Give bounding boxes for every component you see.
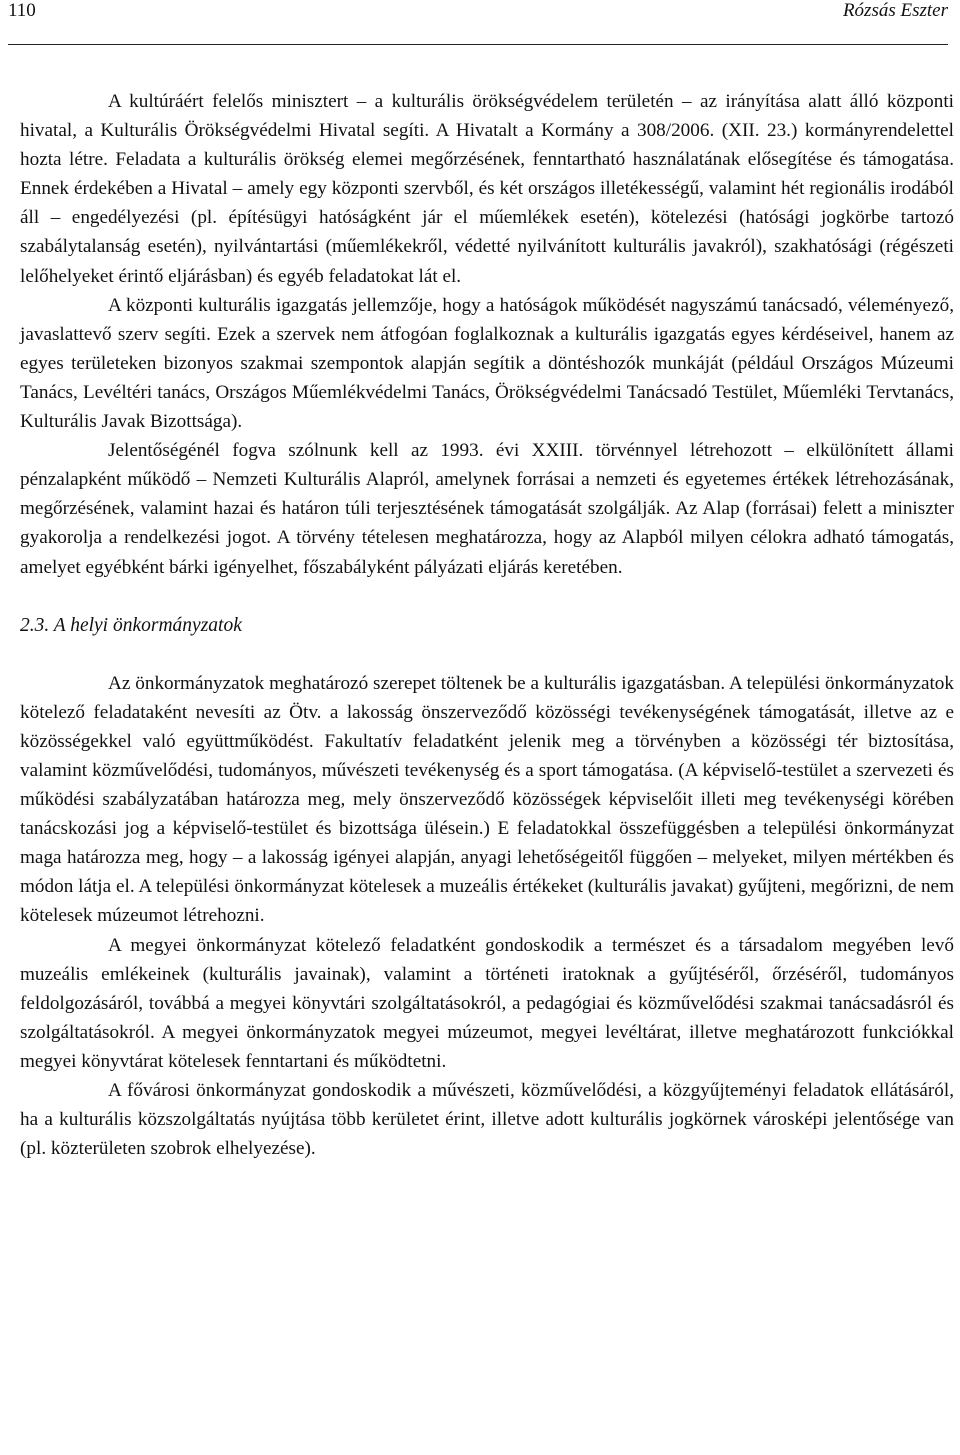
body-text — [20, 87, 954, 1163]
running-header — [8, 0, 948, 45]
page-number: 110 — [8, 0, 36, 21]
section-heading: 2.3. A helyi önkormányzatok — [20, 614, 242, 636]
paragraph: Jelentőségénél fogva szólnunk kell az 1993. évi XXIII. törvénnyel létrehozott – elkülönített állami pénzalapként működő – Nemzeti Kulturális Alapról, amelynek forrásai a nemzeti és egyetemes értékek létrehozásának, megőrzésének, valamint hazai és határon túli terjesztésének támogatását szolgálják. Az Alap (forrásai) felett a miniszter gyakorolja a rendelkezési jogot. A törvény tételesen meghatározza, hogy az Alapból milyen célokra adható támogatás, amelyet egyébként bárki igényelhet, főszabályként pályázati eljárás keretében. — [20, 440, 954, 578]
paragraph: A megyei önkormányzat kötelező feladatként gondoskodik a természet és a társadalom megyében levő muzeális emlékeinek (kulturális javainak), valamint a történeti iratoknak a gyűjtéséről, őrzéséről, tudományos feldolgozásáról, továbbá a megyei könyvtári szolgáltatásokról, a pedagógiai és közművelődési szakmai tanácsadásról és szolgáltatásokról. A megyei önkormányzatok megyei múzeumot, megyei levéltárat, illetve meghatározott funkciókkal megyei könyvtárat kötelesek fenntartani és működtetni. — [20, 934, 954, 1072]
paragraph: A központi kulturális igazgatás jellemzője, hogy a hatóságok működését nagyszámú tanácsadó, véleményező, javaslattevő szerv segíti. Ezek a szervek nem átfogóan foglalkoznak a kulturális igazgatás egyes kérdéseivel, hanem az egyes területeken bizonyos szakmai szempontok alapján segítik a döntéshozók munkáját (például Országos Múzeumi Tanács, Levéltéri tanács, Országos Műemlékvédelmi Tanács, Örökségvédelmi Tanácsadó Testület, Műemléki Tervtanács, Kulturális Javak Bizottsága). — [20, 294, 954, 433]
running-author: Rózsás Eszter — [842, 0, 948, 21]
paragraph: A fővárosi önkormányzat gondoskodik a művészeti, közművelődési, a közgyűjteményi feladatok ellátásáról, ha a kulturális közszolgáltatás nyújtása több kerületet érint, illetve adott kulturális jogkörnek városképi jelentősége van (pl. közterületen szobrok elhelyezése). — [20, 1080, 954, 1160]
paragraph: Az önkormányzatok meghatározó szerepet töltenek be a kulturális igazgatásban. A települési önkormányzatok kötelező feladataként nevesíti az Ötv. a lakosság önszerveződő közösségi tevékenységének támogatását, illetve az e közösségekkel való együttműködést. Fakultatív feladatként jelenik meg a törvényben a közösségi tér biztosítása, valamint közművelődési, tudományos, művészeti tevékenység és a sport támogatása. (A képviselő-testület a szervezeti és működési szabályzatában határozza meg, mely önszerveződő közösségek képviselőit illeti meg tevékenységi körében tanácskozási jog a képviselő-testület és bizottsága ülésein.) E feladatokkal összefüggésben a települési önkormányzat maga határozza meg, hogy – a lakosság igényei alapján, anyagi lehetőségeitől függően – melyeket, milyen mértékben és módon látja el. A települési önkormányzat kötelesek a muzeális értékeket (kulturális javakat) gyűjteni, megőrizni, de nem kötelesek múzeumot létrehozni. — [20, 672, 954, 927]
paragraph: A kultúráért felelős minisztert – a kulturális örökségvédelem területén – az irányítása alatt álló központi hivatal, a Kulturális Örökségvédelmi Hivatal segíti. A Hivatalt a Kormány a 308/2006. (XII. 23.) kormányrendelettel hozta létre. Feladata a kulturális örökség elemei megőrzésének, fenntartható használatának elősegítése és támogatása. Ennek érdekében a Hivatal – amely egy központi szervből, és két országos illetékességű, valamint hét regionális irodából áll – engedélyezési (pl. építésügyi hatóságként jár el műemlékek esetén), kötelezési (hatósági jogkörbe tartozó szabálytalanság esetén), nyilvántartási (műemlékekről, védetté nyilvánított kulturális javakról), szakhatósági (régészeti lelőhelyeket érintő eljárásban) és egyéb feladatokat lát el. — [20, 91, 954, 287]
